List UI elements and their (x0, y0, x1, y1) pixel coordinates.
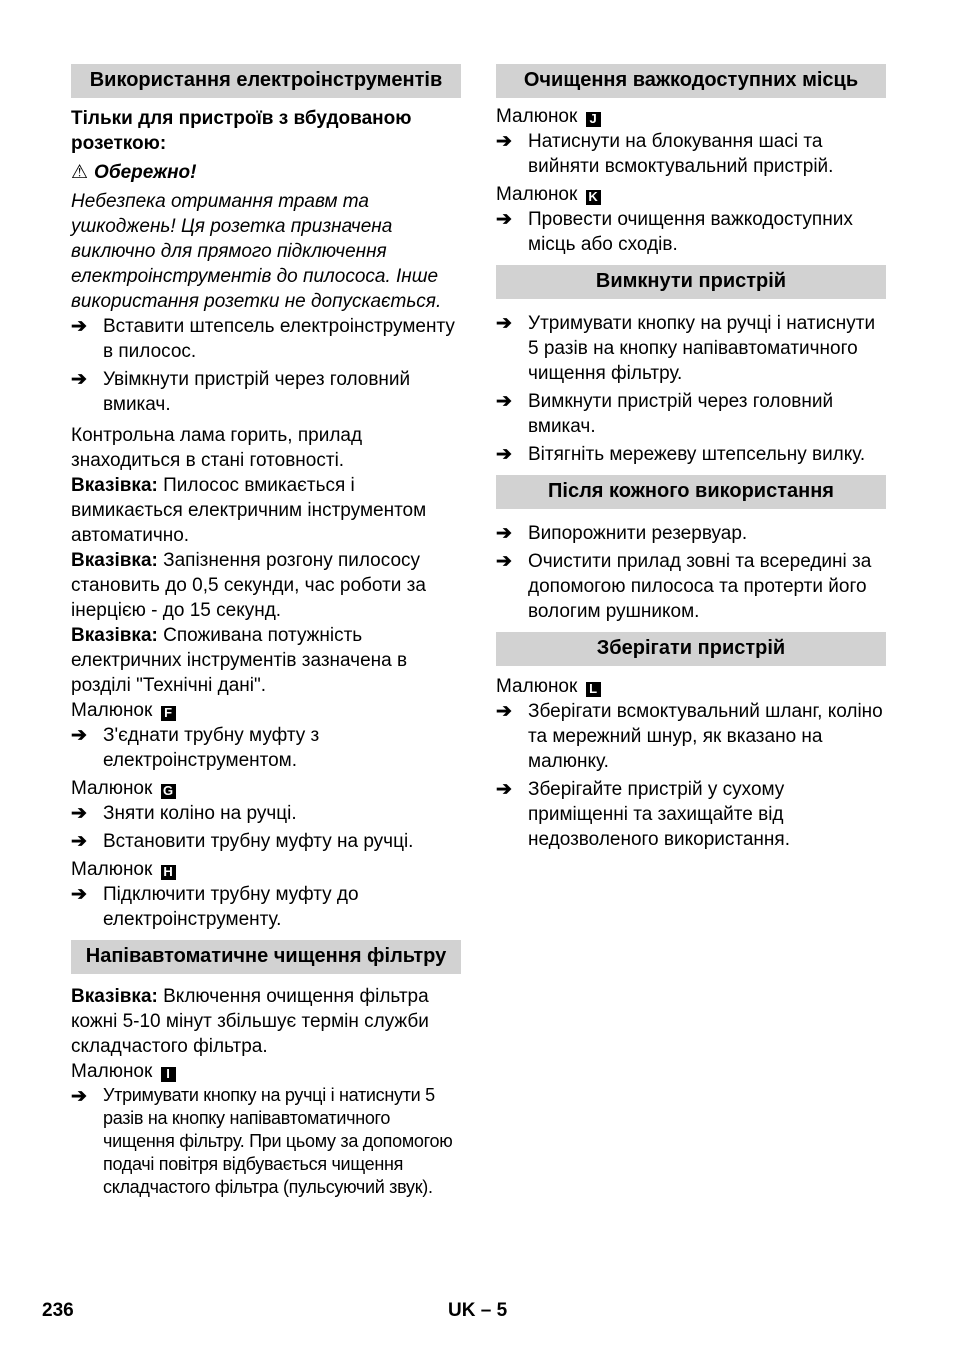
list-item: ➔ Зберігайте пристрій у сухому приміщенні та захищайте від недозволеного використання. (496, 779, 790, 850)
figure-ref: Малюнок L (496, 674, 886, 699)
list-item: ➔ Зберігати всмоктувальний шланг, коліно та мережний шнур, як вказано на малюнку. (496, 701, 883, 772)
list-item: ➔ Утримувати кнопку на ручці і натиснути 5 разів на кнопку напівавтоматичного чищення фільтру. (496, 313, 876, 384)
list-item: ➔ Провести очищення важкодоступних місць або сходів. (496, 209, 853, 255)
section-heading-filter-cleaning: Напівавтоматичне чищення фільтру (71, 940, 461, 974)
warning-title (71, 160, 461, 185)
arrow-icon: ➔ (496, 779, 512, 800)
page-number: 236 (42, 1300, 74, 1321)
warning-icon: ⚠ (71, 162, 89, 183)
only-for-text: Тільки для пристроїв з вбудованою розеткою: (71, 108, 412, 154)
section-heading-power-tools: Використання електроінструментів (71, 64, 461, 98)
paragraph: Контрольна лама горить, прилад знаходиться в стані готовності. (71, 425, 363, 471)
arrow-icon: ➔ (71, 831, 87, 852)
arrow-icon: ➔ (71, 316, 87, 337)
figure-ref: Малюнок F (71, 698, 461, 723)
list-item: ➔ Вітягніть мережеву штепсельну вилку. (496, 444, 866, 465)
list-item: ➔ Випорожнити резервуар. (496, 523, 748, 544)
list-item: ➔ Підключити трубну муфту до електроінструменту. (71, 884, 359, 930)
list-item: ➔ Утримувати кнопку на ручці і натиснути 5 разів на кнопку напівавтоматичного чищення фільтру. При цьому за допомогою подачі повітря відбувається чищення складчастого фільтра (пульсуючий звук). (71, 1085, 453, 1197)
note: Вказівка: Споживана потужність електричних інструментів зазначена в розділі "Технічні дані". (71, 625, 408, 696)
figure-ref: Малюнок I (71, 1059, 461, 1084)
arrow-icon: ➔ (71, 725, 87, 746)
section-marker: UK – 5 (448, 1300, 508, 1321)
figure-letter: J (586, 112, 601, 127)
arrow-icon: ➔ (496, 523, 512, 544)
arrow-icon: ➔ (496, 209, 512, 230)
list-item: ➔ Очистити прилад зовні та всередині за допомогою пилососа та протерти його вологим рушником. (496, 551, 872, 622)
arrow-icon: ➔ (496, 444, 512, 465)
arrow-icon: ➔ (496, 131, 512, 152)
figure-letter: F (161, 706, 176, 721)
list-item: ➔ Увімкнути пристрій через головний вмикач. (71, 369, 411, 415)
figure-letter: G (161, 784, 176, 799)
note: Вказівка: Включення очищення фільтра кожні 5-10 мінут збільшує термін служби складчастого фільтра. (71, 986, 429, 1057)
arrow-icon: ➔ (496, 391, 512, 412)
figure-letter: K (586, 190, 601, 205)
list-item: ➔ Вставити штепсель електроінструменту в пилосос. (71, 316, 455, 362)
arrow-icon: ➔ (71, 369, 87, 390)
arrow-icon: ➔ (496, 701, 512, 722)
arrow-icon: ➔ (496, 551, 512, 572)
arrow-icon: ➔ (496, 313, 512, 334)
section-heading-storage: Зберігати пристрій (496, 632, 886, 666)
left-column (71, 64, 461, 1202)
arrow-icon: ➔ (71, 803, 87, 824)
note: Вказівка: Пилосос вмикається і вимикається електричним інструментом автоматично. (71, 475, 427, 546)
list-item: ➔ Зняти коліно на ручці. (71, 803, 297, 824)
section-heading-after-use: Після кожного використання (496, 475, 886, 509)
list-item: ➔ Встановити трубну муфту на ручці. (71, 831, 414, 852)
figure-letter: H (161, 865, 176, 880)
arrow-icon: ➔ (71, 884, 87, 905)
arrow-icon: ➔ (71, 1086, 87, 1107)
warning-text: Небезпека отримання травм та ушкоджень! Ця розетка призначена виключно для прямого підключення електроінструментів до пилососа. Інше використання розетки не допускається. (71, 191, 442, 312)
figure-letter: L (586, 682, 601, 697)
right-column (496, 64, 886, 855)
section-heading-hard-to-reach: Очищення важкодоступних місць (496, 64, 886, 98)
figure-ref: Малюнок K (496, 182, 886, 207)
list-item: ➔ Вимкнути пристрій через головний вмикач. (496, 391, 834, 437)
figure-ref: Малюнок J (496, 104, 886, 129)
warning-label: Обережно! (94, 162, 197, 183)
note: Вказівка: Запізнення розгону пилососу становить до 0,5 секунди, час роботи за інерцією - до 15 секунд. (71, 550, 426, 621)
list-item: ➔ З'єднати трубну муфту з електроінструментом. (71, 725, 320, 771)
list-item: ➔ Натиснути на блокування шасі та вийняти всмоктувальний пристрій. (496, 131, 834, 177)
figure-letter: I (161, 1067, 176, 1082)
figure-ref: Малюнок G (71, 776, 461, 801)
figure-ref: Малюнок H (71, 857, 461, 882)
section-heading-switch-off: Вимкнути пристрій (496, 265, 886, 299)
